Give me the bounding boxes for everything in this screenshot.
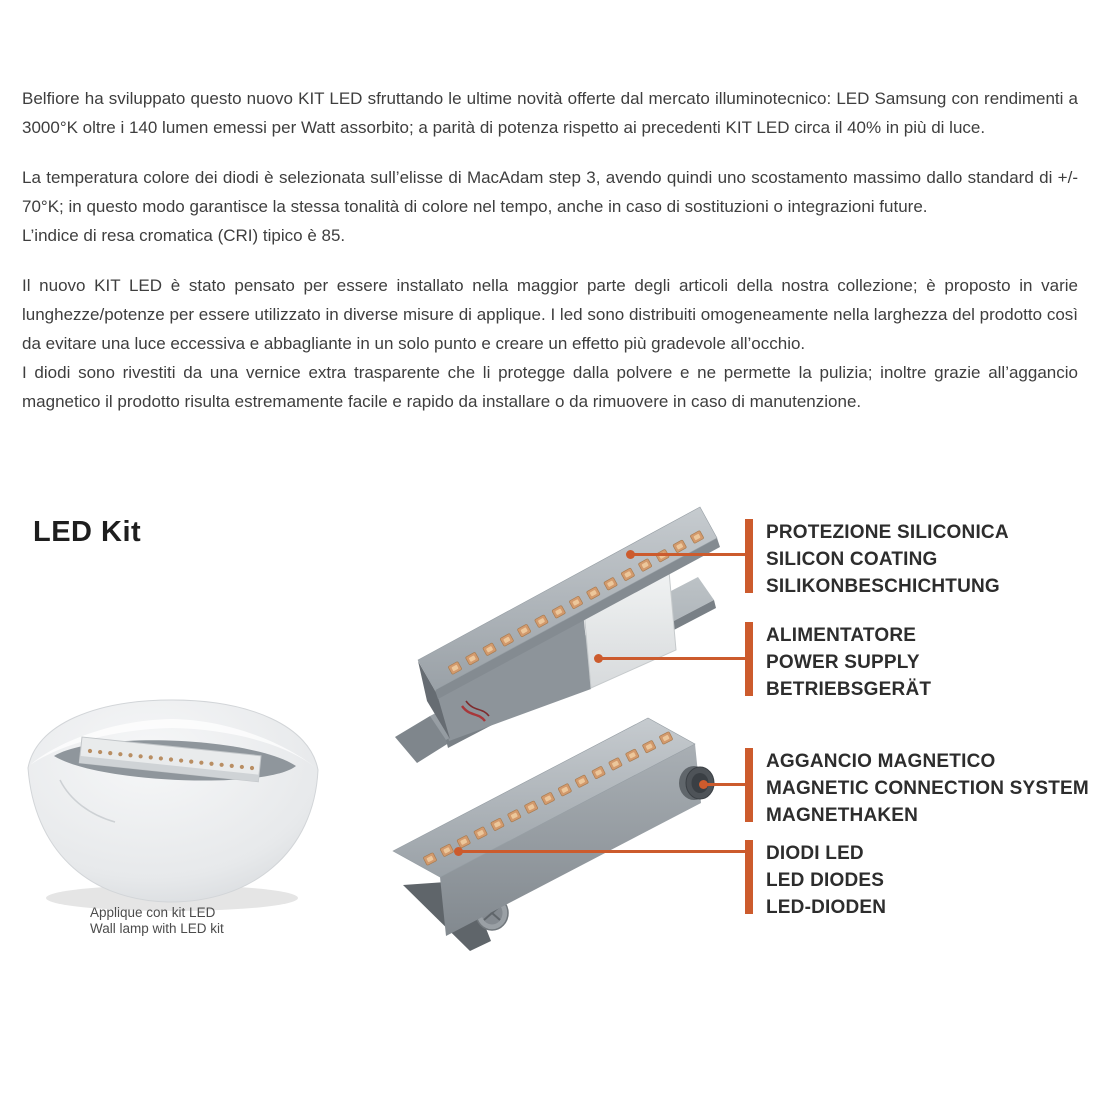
callout-line: BETRIEBSGERÄT: [766, 679, 932, 700]
callout-power-supply: [745, 622, 1100, 700]
callout-line: LED-DIODEN: [766, 897, 887, 918]
led-module-photo-1: [395, 507, 720, 763]
lamp-body: [28, 700, 318, 902]
photo-caption: [90, 905, 224, 936]
callout-line: SILIKONBESCHICHTUNG: [766, 576, 1000, 597]
paragraph-cri: L’indice di resa cromatica (CRI) tipico è 85.: [22, 226, 346, 245]
callout-line: LED DIODES: [766, 870, 885, 891]
leader-dot: [626, 550, 635, 559]
callout-line: ALIMENTATORE: [766, 625, 917, 646]
paragraph-color-temperature: La temperatura colore dei diodi è selezionata sull’elisse di MacAdam step 3, avendo quindi uno scostamento massimo dallo standard di +/- 70°K; in questo modo garantisce la stessa tonalità di colore nel tempo, anche in caso di sostituzioni o integrazioni future.: [22, 168, 1078, 216]
callout-line: PROTEZIONE SILICONICA: [766, 522, 1009, 543]
leader-dot: [594, 654, 603, 663]
paragraph-intro: Belfiore ha sviluppato questo nuovo KIT LED sfruttando le ultime novità offerte dal mercato illuminotecnico: LED Samsung con rendimenti a 3000°K oltre i 140 lumen emessi per Watt assorbito; a parità di potenza rispetto ai precedenti KIT LED circa il 40% in più di luce.: [22, 89, 1078, 137]
wall-lamp-photo: [28, 700, 318, 911]
caption-line-english: Wall lamp with LED kit: [90, 920, 224, 936]
callout-line: DIODI LED: [766, 843, 864, 864]
callout-line: MAGNETHAKEN: [766, 805, 919, 826]
callout-led-diodes: [745, 840, 1100, 918]
callout-line: POWER SUPPLY: [766, 652, 920, 673]
caption-line-italian: Applique con kit LED: [90, 905, 216, 920]
page-title: LED Kit: [33, 516, 142, 548]
callout-line: MAGNETIC CONNECTION SYSTEM: [766, 778, 1089, 799]
leader-line-magnet: [704, 783, 745, 786]
callout-magnetic-connection: [745, 748, 1100, 826]
callout-line: AGGANCIO MAGNETICO: [766, 751, 996, 772]
callout-silicon-coating: [745, 519, 1100, 597]
callout-line: SILICON COATING: [766, 549, 938, 570]
led-module-photo-2: [393, 718, 714, 951]
leader-dot: [454, 847, 463, 856]
leader-line-power-supply: [598, 657, 745, 660]
paragraph-kit-design: Il nuovo KIT LED è stato pensato per essere installato nella maggior parte degli articoli della nostra collezione; è proposto in varie lunghezze/potenze per essere utilizzato in diverse misure di applique. I led sono distribuiti omogeneamente nella larghezza del prodotto così da evitare una luce eccessiva e abbagliante in un solo punto e creare un effetto più gradevole all’occhio.: [22, 276, 1078, 353]
leader-line-diodes: [458, 850, 745, 853]
paragraph-coating-magnet: I diodi sono rivestiti da una vernice extra trasparente che li protegge dalla polvere e ne permette la pulizia; inoltre grazie all’aggancio magnetico il prodotto risulta estremamente facile e rapido da installare o da rimuovere in caso di manutenzione.: [22, 363, 1078, 411]
leader-line-silicon-coating: [630, 553, 745, 556]
leader-dot: [699, 780, 708, 789]
